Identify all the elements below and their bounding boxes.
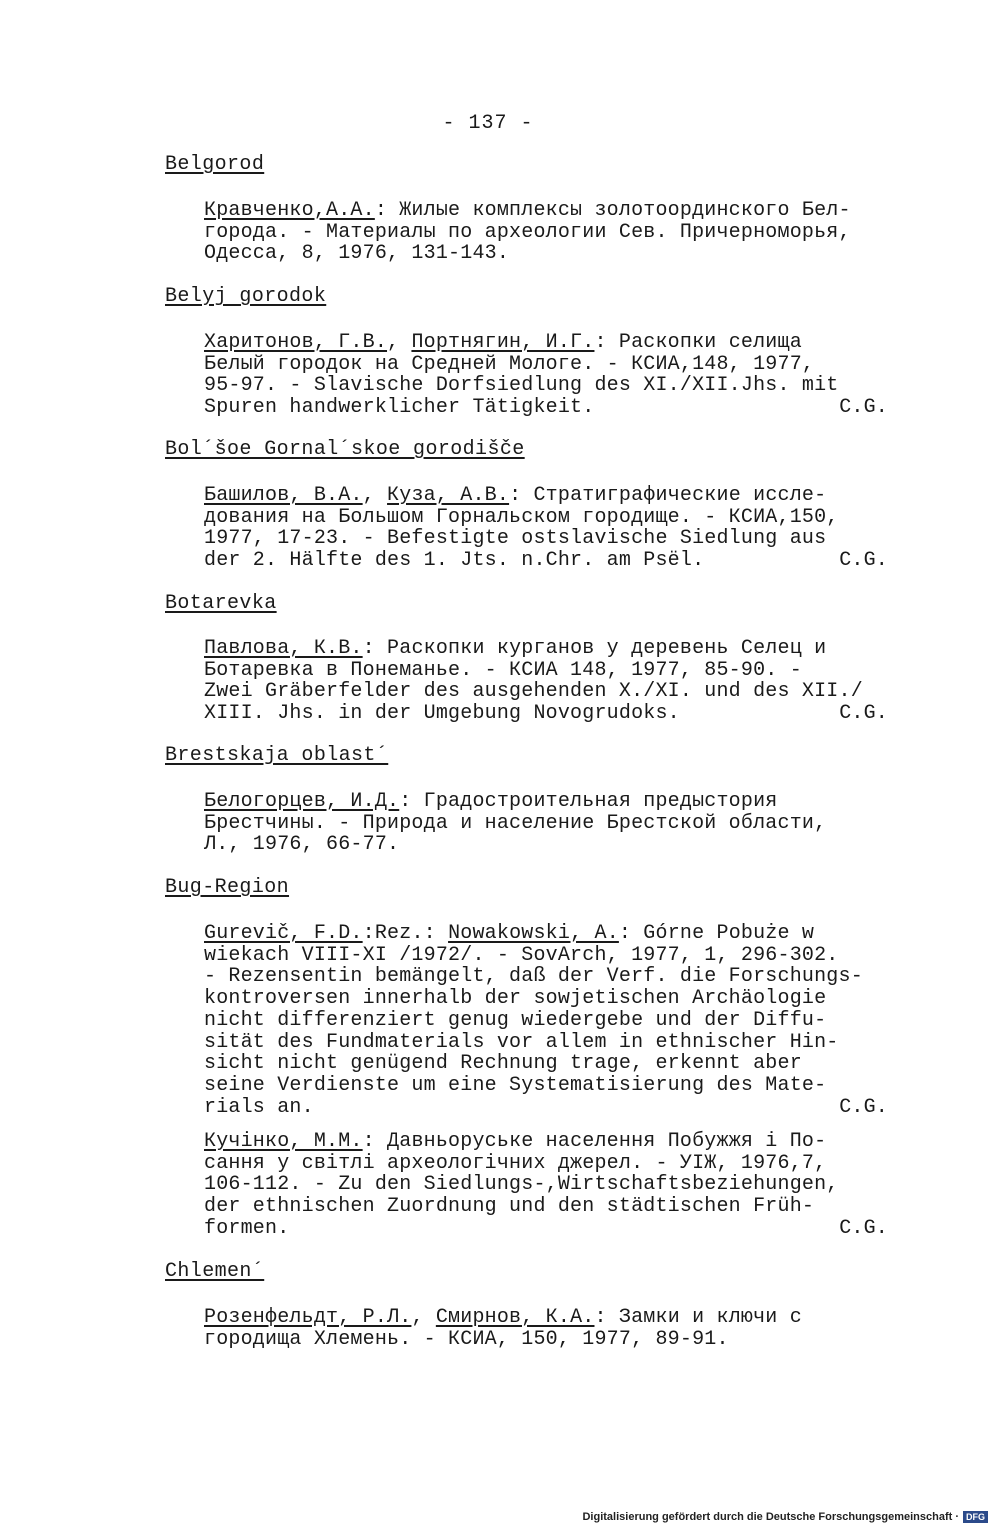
reviewer-signature: C.G. [839,396,888,420]
entry-text: kontroversen innerhalb der sowjetischen Archäologie [204,987,827,1011]
entry-line [204,243,904,265]
entry-line [204,638,904,660]
section-heading: Bug-Region [165,876,290,899]
entry-text: : Замки и ключи с [594,1306,802,1329]
entry-line-text [204,1031,839,1054]
reviewer-signature: C.G. [839,549,888,573]
bibliography-entry [204,1307,904,1350]
entry-line [204,1174,904,1196]
entry-line [204,1131,904,1153]
entry-text: Брестчины. - Природа и население Брестской области, [204,811,827,835]
footer-text: Digitalisierung gefördert durch die Deutsche Forschungsgemeinschaft · [582,1511,959,1523]
author-name: Nowakowski, A. [448,922,619,945]
author-name: Портнягин, И.Г. [411,331,595,354]
entry-text: formen. [204,1216,290,1240]
entry-line [204,397,888,419]
entry-line-text [204,1074,826,1097]
entry-text: wiekach VIII-XI /1972/. - SovArch, 1977, 1, 296-302. [204,943,839,967]
entry-line-text [204,703,680,725]
author-name: Розенфельдт, Р.Л. [204,1306,412,1329]
entry-line [204,945,904,967]
entry-line [204,485,904,507]
entry-line-text [204,242,509,265]
entry-line [204,528,904,550]
entry-line-text [204,987,826,1010]
entry-text: : Жилые комплексы золотоординского Бел- [374,199,851,222]
entry-line-text [204,1152,826,1175]
entry-line-text [204,1052,802,1075]
section-heading: Belgorod [165,153,265,176]
author-name: Куза, А.В. [387,484,510,507]
entry-line-text [204,1173,839,1196]
reviewer-signature: C.G. [839,1095,888,1119]
entry-line [204,1097,888,1119]
entry-line-text [204,331,802,354]
entry-line-text [204,680,863,703]
bibliography-entry [204,791,904,856]
entry-text: :Rez.: [362,922,449,945]
entry-text: Zwei Gräberfelder des ausgehenden X./XI. und des XII./ [204,680,863,704]
entry-text: nicht differenziert genug wiedergebe und der Diffu- [204,1008,827,1032]
author-name: Павлова, К.В. [204,637,363,660]
entry-text: Одесса, 8, 1976, 131-143. [204,242,510,266]
entry-line [204,222,904,244]
entry-text: , [387,331,412,354]
entry-text: der 2. Hälfte des 1. Jts. n.Chr. am Psël. [204,549,705,573]
entry-line-text [204,637,826,660]
entry-line-text [204,922,814,945]
author-name: Белогорцев, И.Д. [204,790,400,813]
entry-line [204,200,904,222]
entry-text: sicht nicht genügend Rechnung trage, erkennt aber [204,1052,802,1076]
entry-line [204,681,904,703]
entry-line-text [204,812,826,835]
author-name: Башилов, В.А. [204,484,363,507]
entry-line [204,507,904,529]
entry-line [204,332,904,354]
entry-text: XIII. Jhs. in der Umgebung Novogrudoks. [204,702,680,726]
reviewer-signature: C.G. [839,702,888,726]
entry-text: сання у світлі археологічних джерел. - УІЖ, 1976,7, [204,1151,827,1175]
entry-text: дования на Большом Горнальском городище. - КСИА,150, [204,505,839,529]
entry-line-text [204,397,594,419]
page-number: - 137 - [442,112,534,135]
entry-text: der ethnischen Zuordnung und den städtischen Früh- [204,1195,815,1219]
entry-text: 106-112. - Zu den Siedlungs-,Wirtschaftsbeziehungen, [204,1173,839,1197]
bibliography-entry [204,200,904,265]
bibliography-entry [204,485,904,572]
entry-line [204,354,904,376]
entry-text: : Стратиграфические иссле- [509,484,827,507]
entry-text: rials an. [204,1095,314,1119]
entry-line [204,1075,904,1097]
entry-line [204,813,904,835]
entry-line-text [204,1097,314,1119]
entry-line [204,1153,904,1175]
entry-line [204,660,904,682]
reviewer-signature: C.G. [839,1216,888,1240]
entry-line-text [204,1328,729,1351]
entry-line-text [204,944,839,967]
bibliography-entry [204,332,904,419]
entry-line-text [204,965,863,988]
entry-line-text [204,1195,814,1218]
entry-text: : Давньоруське населення Побужжя і По- [362,1130,827,1153]
entry-text: 1977, 17-23. - Befestigte ostslavische Siedlung aus [204,527,827,551]
bibliography-entry [204,1131,904,1240]
entry-line [204,1196,904,1218]
entry-line-text [204,659,802,682]
entry-line-text [204,1009,826,1032]
entry-line [204,923,904,945]
section-heading: Bol´šoe Gornal´skoe gorodišče [165,438,525,461]
entry-text: - Rezensentin bemängelt, daß der Verf. die Forschungs- [204,965,863,989]
entry-text: , [362,484,388,507]
entry-text: : Górne Pobuże w [618,922,815,945]
entry-text: , [411,1306,436,1329]
entry-line-text [204,484,826,507]
entry-line [204,791,904,813]
entry-line [204,988,904,1010]
entry-text: : Раскопки селища [594,331,802,354]
entry-line [204,1307,904,1329]
entry-line-text [204,1306,802,1329]
entry-line-text [204,199,851,222]
bibliography-entry [204,923,904,1118]
entry-line [204,834,904,856]
author-name: Смирнов, К.А. [435,1306,595,1329]
entry-text: seine Verdienste um eine Systematisierung des Mate- [204,1073,827,1097]
author-name: Кучінко, М.М. [204,1130,363,1153]
digitization-footer [582,1511,988,1523]
dfg-logo-icon: DFG [963,1511,988,1523]
entry-line [204,966,904,988]
entry-line-text [204,374,839,397]
entry-text: города. - Материалы по археологии Сев. Причерноморья, [204,220,851,244]
entry-text: 95-97. - Slavische Dorfsiedlung des XI./XII.Jhs. mit [204,374,839,398]
entry-line [204,1010,904,1032]
author-name: Кравченко,А.А. [204,199,375,222]
entry-line-text [204,353,814,376]
section-heading: Brestskaja oblast´ [165,744,389,767]
author-name: Gurevič, F.D. [204,922,363,945]
section-heading: Botarevka [165,592,277,615]
entry-line [204,1329,904,1351]
entry-line-text [204,527,826,550]
entry-line [204,1218,888,1240]
entry-line [204,375,904,397]
entry-text: городища Хлемень. - КСИА, 150, 1977, 89-91. [204,1327,729,1351]
entry-line-text [204,221,851,244]
section-heading: Belyj gorodok [165,285,327,308]
entry-text: Белый городок на Средней Мологе. - КСИА,148, 1977, [204,352,815,376]
entry-line [204,550,888,572]
entry-line-text [204,506,839,529]
bibliography-entry [204,638,904,725]
section-heading: Chlemen´ [165,1260,265,1283]
entry-text: Ботаревка в Понеманье. - КСИА 148, 1977, 85-90. - [204,658,802,682]
entry-text: Spuren handwerklicher Tätigkeit. [204,396,595,420]
entry-line-text [204,1130,826,1153]
entry-text: : Раскопки курганов у деревень Селец и [362,637,827,660]
entry-text: : Градостроительная предыстория [399,790,778,813]
entry-text: Л., 1976, 66-77. [204,833,400,857]
entry-line-text [204,790,778,813]
entry-line-text [204,550,704,572]
entry-line [204,703,888,725]
author-name: Харитонов, Г.В. [204,331,388,354]
entry-line-text [204,833,399,856]
entry-text: sität des Fundmaterials vor allem in ethnischer Hin- [204,1030,839,1054]
entry-line-text [204,1218,289,1240]
entry-line [204,1053,904,1075]
entry-line [204,1032,904,1054]
